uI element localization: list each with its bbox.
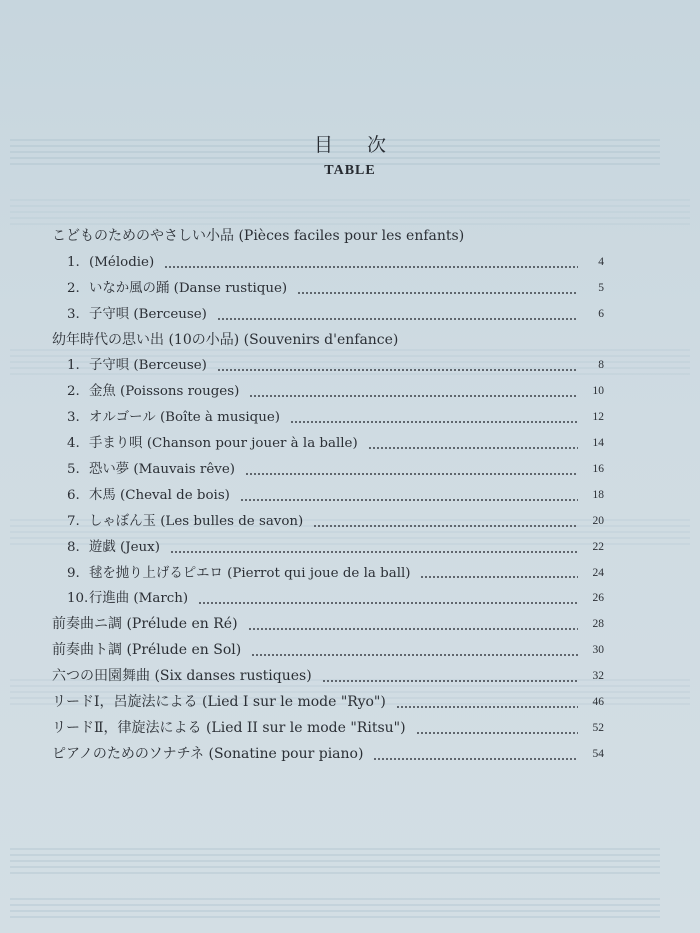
dot-leader xyxy=(249,395,578,397)
dot-leader xyxy=(251,654,578,656)
toc-entry-title: 金魚 (Poissons rouges) xyxy=(89,384,240,400)
dot-leader xyxy=(164,266,578,268)
toc-item-number: 7. xyxy=(67,513,80,529)
toc-item xyxy=(52,535,604,561)
toc-entry-title: 子守唄 (Berceuse) xyxy=(89,306,207,322)
toc-page-number: 32 xyxy=(592,670,604,683)
dot-leader xyxy=(248,628,578,630)
dot-leader xyxy=(396,706,578,708)
toc-section xyxy=(52,328,604,354)
toc-entry-title: こどものためのやさしい小品 (Pièces faciles pour les enfants) xyxy=(52,228,465,244)
toc-item-number: 1. xyxy=(67,254,80,270)
toc-page-number: 6 xyxy=(598,307,604,320)
toc-section xyxy=(52,716,604,742)
toc-entry-title: 毬を抛り上げるピエロ (Pierrot qui joue de la ball) xyxy=(89,565,411,581)
toc-item xyxy=(52,379,604,405)
toc-item-number: 3. xyxy=(67,410,80,426)
toc-page-number: 24 xyxy=(592,566,604,579)
toc-page-number: 30 xyxy=(592,644,604,657)
dot-leader xyxy=(313,525,578,527)
toc-page-number: 54 xyxy=(592,747,604,760)
toc-item xyxy=(52,405,604,431)
toc-entry-title: 木馬 (Cheval de bois) xyxy=(89,487,230,503)
toc-page-number: 16 xyxy=(592,463,604,476)
toc-item-number: 1. xyxy=(67,358,80,374)
toc-page-number: 46 xyxy=(592,696,604,709)
toc-page-number: 8 xyxy=(598,359,604,372)
toc-item-number: 2. xyxy=(67,384,80,400)
toc-entry-title: (Mélodie) xyxy=(89,254,155,270)
toc-section xyxy=(52,612,604,638)
toc-page-number: 4 xyxy=(598,255,604,268)
toc-entry-title: 恐い夢 (Mauvais rêve) xyxy=(89,462,235,478)
toc-item-number: 4. xyxy=(67,436,80,452)
toc-entry-title: ピアノのためのソナチネ (Sonatine pour piano) xyxy=(52,745,364,762)
toc-page-number: 14 xyxy=(592,437,604,450)
toc-item-number: 2. xyxy=(67,280,80,296)
dot-leader xyxy=(297,292,578,294)
toc-item xyxy=(52,509,604,535)
toc-section xyxy=(52,638,604,664)
toc-page-number: 18 xyxy=(592,488,604,501)
dot-leader xyxy=(198,602,578,604)
dot-leader xyxy=(368,447,578,449)
toc-section xyxy=(52,690,604,716)
toc-header xyxy=(0,130,700,179)
table-of-contents xyxy=(52,224,604,768)
toc-page-number: 26 xyxy=(592,592,604,605)
toc-page-number: 22 xyxy=(592,540,604,553)
dot-leader xyxy=(373,758,578,760)
toc-item-number: 8. xyxy=(67,539,80,555)
toc-entry-title: 遊戯 (Jeux) xyxy=(89,539,160,555)
toc-item xyxy=(52,250,604,276)
toc-item-number: 6. xyxy=(67,487,80,503)
toc-entry-title: リードⅡ，律旋法による (Lied II sur le mode "Ritsu") xyxy=(52,719,406,736)
toc-entry-title: いなか風の踊 (Danse rustique) xyxy=(89,280,288,296)
toc-entry-title: 行進曲 (March) xyxy=(89,591,189,607)
toc-item xyxy=(52,353,604,379)
bleed-through-staff-bottom xyxy=(0,835,700,925)
toc-item xyxy=(52,561,604,587)
toc-section xyxy=(52,224,604,250)
toc-page-number: 12 xyxy=(592,411,604,424)
toc-item xyxy=(52,586,604,612)
toc-entry-title: 前奏曲ト調 (Prélude en Sol) xyxy=(52,642,242,659)
toc-entry-title: 子守唄 (Berceuse) xyxy=(89,358,207,374)
toc-item-number: 10. xyxy=(67,591,89,607)
dot-leader xyxy=(245,473,578,475)
toc-entry-title: オルゴール (Boîte à musique) xyxy=(89,410,280,426)
toc-page-number: 52 xyxy=(592,721,604,734)
toc-item-number: 3. xyxy=(67,306,80,322)
toc-item xyxy=(52,302,604,328)
toc-item xyxy=(52,431,604,457)
toc-entry-title: 幼年時代の思い出 (10の小品) (Souvenirs d'enfance) xyxy=(52,331,399,348)
toc-page-number: 5 xyxy=(598,281,604,294)
toc-entry-title: 手まり唄 (Chanson pour jouer à la balle) xyxy=(89,436,358,452)
dot-leader xyxy=(290,421,578,423)
toc-page-number: 28 xyxy=(592,618,604,631)
page-title-en: TABLE xyxy=(324,163,376,178)
toc-entry-title: しゃぼん玉 (Les bulles de savon) xyxy=(89,513,304,529)
dot-leader xyxy=(416,732,578,734)
dot-leader xyxy=(420,576,578,578)
dot-leader xyxy=(322,680,578,682)
dot-leader xyxy=(217,369,578,371)
dot-leader xyxy=(217,318,578,320)
toc-section xyxy=(52,664,604,690)
dot-leader xyxy=(240,499,578,501)
toc-item xyxy=(52,483,604,509)
toc-page-number: 20 xyxy=(592,514,604,527)
dot-leader xyxy=(170,551,578,553)
toc-item-number: 5. xyxy=(67,462,80,478)
toc-entry-title: リードⅠ，呂旋法による (Lied I sur le mode "Ryo") xyxy=(52,694,386,711)
toc-entry-title: 六つの田園舞曲 (Six danses rustiques) xyxy=(52,668,312,685)
page-title-ja: 目 次 xyxy=(313,134,401,156)
toc-item-number: 9. xyxy=(67,565,80,581)
toc-item xyxy=(52,457,604,483)
toc-page-number: 10 xyxy=(592,385,604,398)
toc-item xyxy=(52,276,604,302)
toc-section xyxy=(52,742,604,768)
toc-entry-title: 前奏曲ニ調 (Prélude en Ré) xyxy=(52,616,238,633)
